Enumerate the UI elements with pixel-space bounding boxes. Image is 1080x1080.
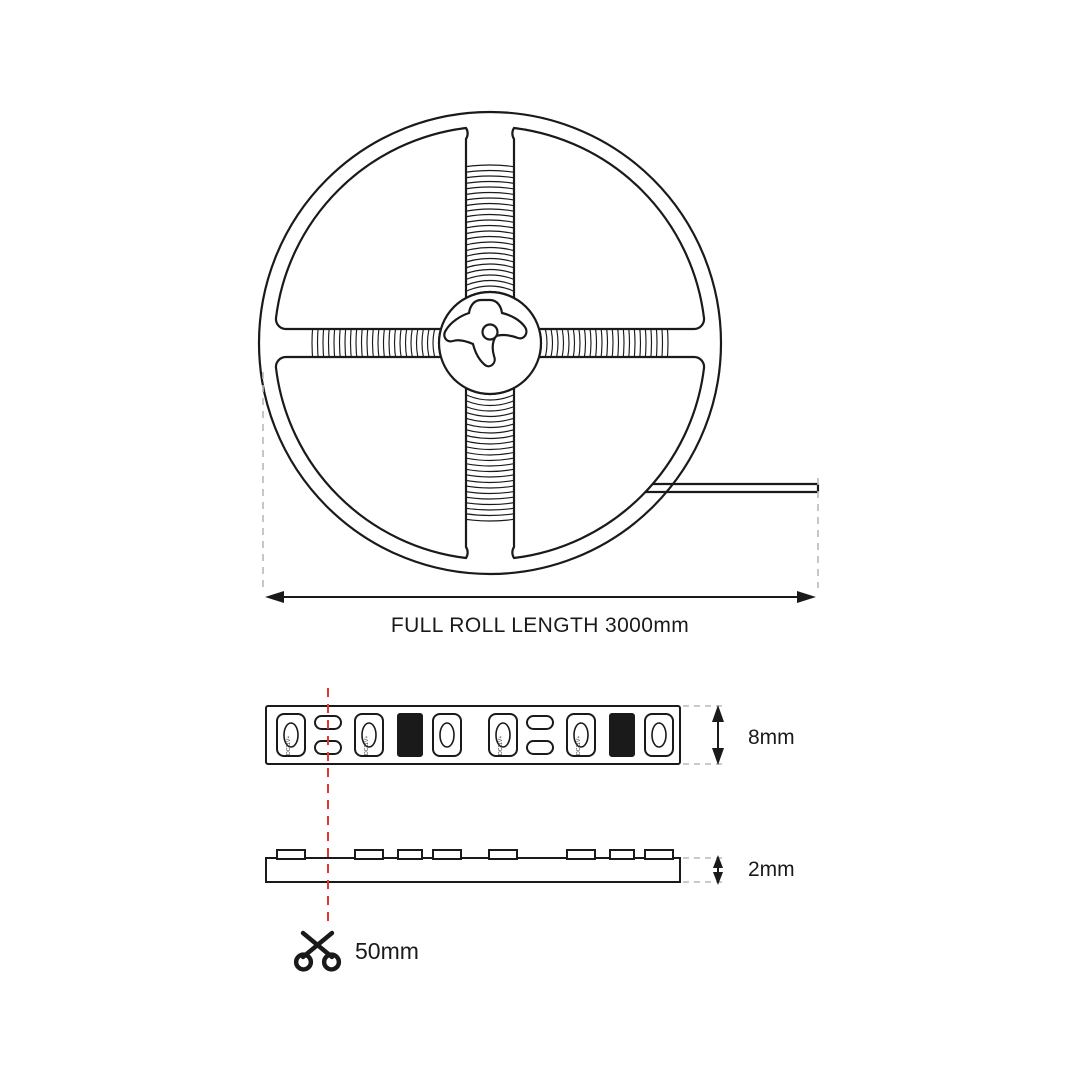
reel-group [259,112,818,574]
svg-text:DC11V+: DC11V+ [576,735,582,755]
strip-top-view [266,705,795,765]
svg-text:DC11V+: DC11V+ [364,735,370,755]
arrow-head-left [265,591,284,603]
svg-text:DC11V+: DC11V+ [286,735,292,755]
thickness-dimension [683,855,795,885]
width-label: 8mm [748,726,795,749]
thickness-label: 2mm [748,858,795,881]
reel-hub [439,292,541,394]
cut-length-label: 50mm [355,938,419,964]
scissors-icon [296,933,339,969]
width-dimension [683,705,795,765]
strip-side-view [266,850,795,885]
roll-length-label: FULL ROLL LENGTH 3000mm [390,614,690,637]
svg-text:DC11V+: DC11V+ [498,735,504,755]
arrow-head-right [797,591,816,603]
